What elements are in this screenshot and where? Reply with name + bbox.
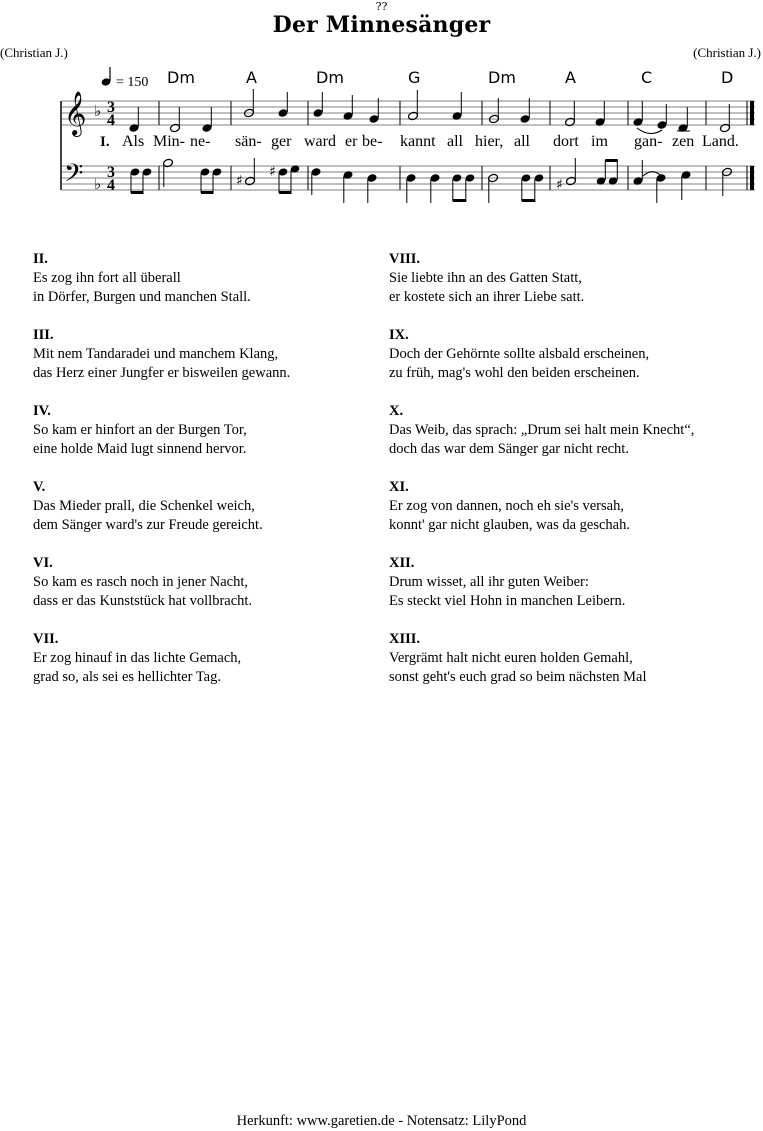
verse-number: II. (33, 251, 48, 267)
verse-8 (389, 250, 749, 307)
verse-line: dass er das Kunststück hat vollbracht. (33, 593, 253, 609)
verse-7 (33, 630, 393, 687)
verse-line: grad so, als sei es hellichter Tag. (33, 669, 221, 685)
chord-3: Dm (316, 68, 344, 87)
lyric-syllable: ne- (190, 133, 211, 150)
verse-10 (389, 402, 749, 459)
verse-number: IV. (33, 403, 51, 419)
verse-line: in Dörfer, Burgen und manchen Stall. (33, 289, 251, 305)
verse-number: IX. (389, 327, 409, 343)
verse-line: dem Sänger ward's zur Freude gereicht. (33, 517, 263, 533)
lyric-syllable: zen (672, 133, 695, 150)
lyric-syllable: Land. (702, 133, 739, 150)
verse-number: XIII. (389, 631, 421, 647)
svg-text:♯: ♯ (269, 164, 276, 180)
verse-line: Doch der Gehörnte sollte alsbald erscheinen, (389, 346, 650, 362)
treble-clef-icon: 𝄞 (64, 91, 87, 135)
chord-5: Dm (488, 68, 516, 87)
verse-2 (33, 250, 393, 307)
time-sig-top: 3 (107, 164, 115, 181)
verse-line: Es zog ihn fort all überall (33, 270, 181, 286)
lyric-syllable: im (591, 133, 608, 150)
verse-line: das Herz einer Jungfer er bisweilen gewann. (33, 365, 291, 381)
verse-line: So kam es rasch noch in jener Nacht, (33, 574, 249, 590)
footer-credit: Herkunft: www.garetien.de - Notensatz: LilyPond (236, 1113, 527, 1129)
song-title: Der Minnesänger (272, 12, 491, 38)
lyric-syllable: ger (271, 133, 292, 150)
verse-line: sonst geht's euch grad so beim nächsten Mal (389, 669, 647, 685)
chord-6: A (565, 68, 576, 87)
verse-number: XI. (389, 479, 409, 495)
chord-1: Dm (167, 68, 195, 87)
lyric-syllable: be- (362, 133, 383, 150)
lyric-syllable: er (345, 133, 358, 150)
lyric-syllable: dort (553, 133, 579, 150)
verse-number: XII. (389, 555, 415, 571)
lyric-syllable: sän- (235, 133, 262, 150)
flat-icon: ♭ (94, 102, 102, 120)
verse-line: Sie liebte ihn an des Gatten Statt, (389, 270, 582, 286)
bass-notes (130, 158, 733, 203)
treble-staff-lines (62, 101, 755, 125)
verses-left-column (33, 250, 393, 706)
final-barline-treble (750, 101, 754, 125)
subtitle: ?? (375, 0, 388, 13)
verse-4 (33, 402, 393, 459)
lyric-syllable: all (447, 133, 463, 150)
verse-line: er kostete sich an ihrer Liebe satt. (389, 289, 585, 305)
lyric-syllable: all (514, 133, 530, 150)
lyric-syllable: Als (122, 133, 145, 150)
chord-7: C (641, 68, 653, 87)
chord-8: D (721, 68, 734, 87)
verse-3 (33, 326, 393, 383)
treble-notes (128, 89, 730, 134)
flat-icon: ♭ (94, 175, 102, 193)
verse-number: VI. (33, 555, 53, 571)
verse-number: X. (389, 403, 404, 419)
verse-9 (389, 326, 749, 383)
verse-11 (389, 478, 749, 535)
verse-line: doch das war dem Sänger gar nicht recht. (389, 441, 629, 457)
music-score (0, 60, 763, 220)
lyric-syllable: kannt (400, 133, 436, 150)
time-sig-top: 3 (107, 99, 115, 116)
lyric-syllable: gan- (634, 133, 663, 150)
verse-5 (33, 478, 393, 535)
verse-line: zu früh, mag's wohl den beiden erscheinen. (389, 365, 640, 381)
verse-line: Drum wisset, all ihr guten Weiber: (389, 574, 589, 590)
verse-line: Er zog hinauf in das lichte Gemach, (33, 650, 242, 666)
time-sig-bottom: 4 (107, 112, 115, 129)
verse-number: VIII. (389, 251, 421, 267)
time-sig-bottom: 4 (107, 177, 115, 194)
svg-text:♯: ♯ (236, 173, 243, 189)
lyric-syllable: hier, (475, 133, 504, 150)
verse-number: VII. (33, 631, 59, 647)
verse-number: V. (33, 479, 46, 495)
verse-line: Mit nem Tandaradei und manchem Klang, (33, 346, 279, 362)
verse-line: Es steckt viel Hohn in manchen Leibern. (389, 593, 626, 609)
verse-6 (33, 554, 393, 611)
verse-line: So kam er hinfort an der Burgen Tor, (33, 422, 247, 438)
poet-credit: (Christian J.) (0, 45, 68, 60)
verse-line: Er zog von dannen, noch eh sie's versah, (389, 498, 624, 514)
tempo-marking: = 150 (116, 75, 149, 90)
verse-number: III. (33, 327, 54, 343)
svg-text:♯: ♯ (556, 177, 563, 193)
verse-12 (389, 554, 749, 611)
verse-13 (389, 630, 749, 687)
verses-right-column (389, 250, 749, 706)
chord-4: G (408, 68, 421, 87)
verse-line: eine holde Maid lugt sinnend hervor. (33, 441, 247, 457)
verse-line: Das Mieder prall, die Schenkel weich, (33, 498, 255, 514)
final-barline-bass (750, 166, 754, 190)
bass-clef-icon: 𝄢 (64, 159, 84, 194)
verse-label-first: I. (100, 134, 110, 150)
composer-credit: (Christian J.) (693, 45, 761, 60)
verse-line: Vergrämt halt nicht euren holden Gemahl, (389, 650, 633, 666)
verse-line: konnt' gar nicht glauben, was da geschah. (389, 517, 630, 533)
lyric-syllable: Min- (153, 133, 185, 150)
lyric-syllable: ward (304, 133, 336, 150)
verse-line: Das Weib, das sprach: „Drum sei halt mein Knecht“, (389, 422, 695, 438)
chord-2: A (246, 68, 257, 87)
